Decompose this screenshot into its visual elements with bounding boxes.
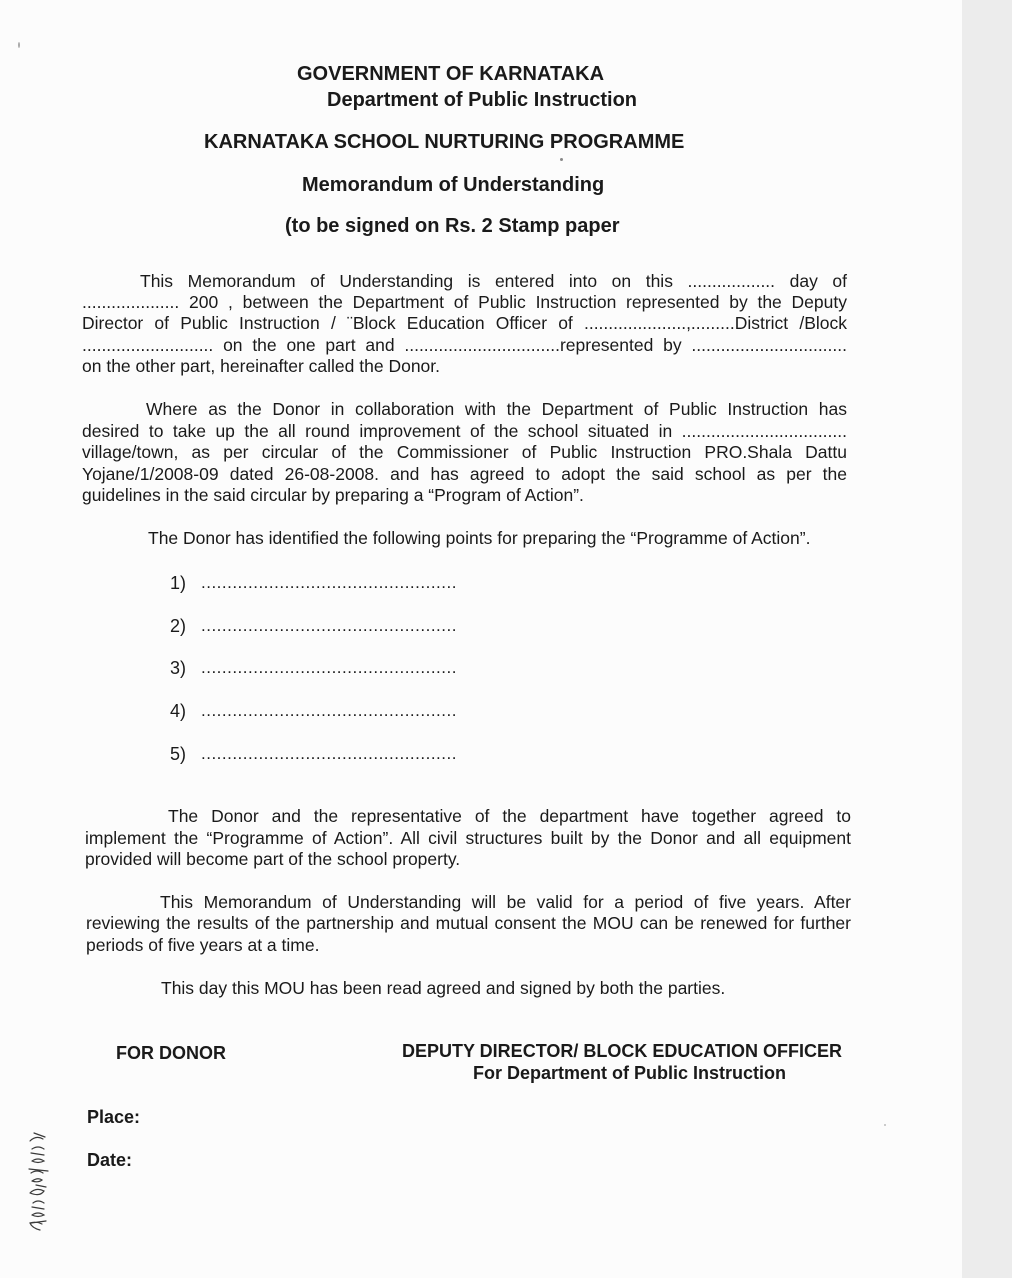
intro-line-1: This Memorandum of Understanding is entered into on this .................. day of [140,271,847,291]
agreement-line-2: implement the “Programme of Action”. All civil structures built by the Donor and all equipment [85,828,851,848]
agreement-line-3: provided will become part of the school property. [85,849,461,869]
point-number: 5) [170,744,187,764]
whereas-line-4: Yojane/1/2008-09 dated 26-08-2008. and has agreed to adopt the said school as per the [82,464,847,484]
for-donor-label: FOR DONOR [116,1043,226,1063]
place-label: Place: [87,1107,141,1127]
point-blank: ................................................. [201,744,457,763]
whereas-line-2: desired to take up the all round improvement of the school situated in .................................. [82,421,847,441]
programme-heading: KARNATAKA SCHOOL NURTURING PROGRAMME [204,131,685,153]
whereas-line-1: Where as the Donor in collaboration with the Department of Public Instruction has [146,399,847,419]
intro-line-4: ........................... on the one part and ................................represented by ................................ [82,335,847,355]
intro-line-2: .................... 200 , between the Department of Public Instruction represented by the Deputy [82,292,847,312]
scan-margin [962,0,1012,1278]
department-heading: Department of Public Instruction [327,89,638,111]
handwritten-signature [18,1125,58,1235]
stamp-note: (to be signed on Rs. 2 Stamp paper [285,215,620,237]
whereas-line-3: village/town, as per circular of the Commissioner of Public Instruction PRO.Shala Dattu [82,442,847,462]
officer-department-label: For Department of Public Instruction [473,1063,787,1083]
validity-line-3: periods of five years at a time. [86,935,320,955]
validity-line-1: This Memorandum of Understanding will be valid for a period of five years. After [160,892,851,912]
point-blank: ................................................. [201,616,457,635]
scan-speck [884,1124,886,1126]
scan-speck [18,42,20,48]
point-blank: ................................................. [201,701,457,720]
intro-line-3: Director of Public Instruction / ¨Block Education Officer of .....................,.........District /Block [82,313,847,333]
intro-line-5: on the other part, hereinafter called the Donor. [82,356,441,376]
government-heading: GOVERNMENT OF KARNATAKA [297,63,605,85]
point-number: 3) [170,658,187,678]
validity-line-2: reviewing the results of the partnership and mutual consent the MOU can be renewed for further [86,913,851,933]
date-label: Date: [87,1150,133,1170]
mou-title: Memorandum of Understanding [302,174,605,196]
closing-statement: This day this MOU has been read agreed and signed by both the parties. [161,978,726,998]
officer-label: DEPUTY DIRECTOR/ BLOCK EDUCATION OFFICER [402,1041,843,1061]
point-blank: ................................................. [201,658,457,677]
point-blank: ................................................. [201,573,457,592]
points-intro: The Donor has identified the following points for preparing the “Programme of Action”. [148,528,811,548]
agreement-line-1: The Donor and the representative of the department have together agreed to [168,806,851,826]
point-number: 4) [170,701,187,721]
point-number: 2) [170,616,187,636]
point-number: 1) [170,573,187,593]
scan-speck [560,158,563,161]
whereas-line-5: guidelines in the said circular by preparing a “Program of Action”. [82,485,584,505]
